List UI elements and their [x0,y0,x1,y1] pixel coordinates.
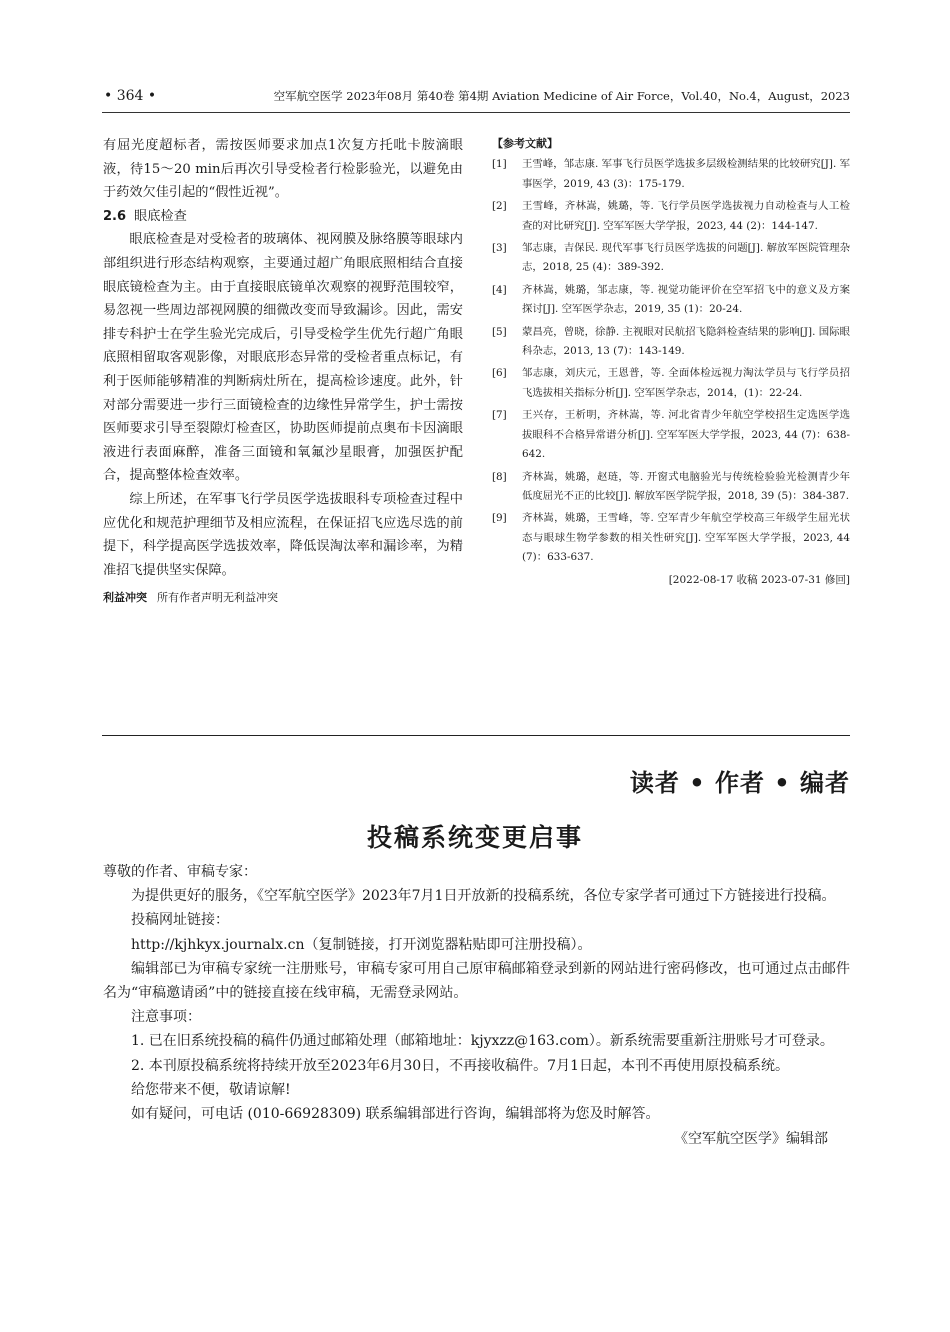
reference-number: [7] [492,409,507,422]
reference-text: 齐林嵩，姚璐，邹志康，等. 视觉功能评价在空军招飞中的意义及方案探讨[J]. 空军医学杂志，2019, 35 (1)：20-24. [522,283,850,316]
reference-item [492,468,850,507]
notice-body [103,860,850,1151]
reference-number: [5] [492,325,507,338]
reference-item [492,197,850,236]
body-paragraph: 眼底检查是对受检者的玻璃体、视网膜及脉络膜等眼球内部组织进行形态结构观察，主要通过超广角眼底照相结合直接眼底镜检查为主。由于直接眼底镜单次观察的视野范围较窄，易忽视一些周边部视网膜的细微改变而导致漏诊。因此，需安排专科护士在学生验光完成后，引导受检学生优先行超广角眼底照相留取客观影像，对眼底形态异常的受检者重点标记，有利于医师能够精准的判断病灶所在，提高检诊速度。此外，针对部分需要进一步行三面镜检查的边缘性异常学生，护士需按医师要求引导至裂隙灯检查区，协助医师提前点奥布卡因滴眼液进行表面麻醉，准备三面镜和氧氟沙星眼膏，加强医护配合，提高整体检查效率。 [103,232,463,484]
received-date: [2022-08-17 收稿 2023-07-31 修回] [668,573,850,586]
notice-paragraph: 编辑部已为审稿专家统一注册账号，审稿专家可用自己原审稿邮箱登录到新的网站进行密码修改，也可通过点击邮件名为“审稿邀请函”中的链接直接在线审稿，无需登录网站。 [103,960,850,1002]
reference-number: [9] [492,512,507,525]
reference-number: [8] [492,470,507,483]
salutation: 尊敬的作者、审稿专家： [103,864,257,880]
left-column [103,134,463,610]
reference-text: 蒙昌亮，曾晓，徐静. 主视眼对民航招飞隐斜检查结果的影响[J]. 国际眼科杂志，2013, 13 (7)：143-149. [522,325,850,358]
section-divider [102,735,850,736]
body-paragraph: 有屈光度超标者，需按医师要求加点1次复方托吡卡胺滴眼液，待15～20 min后再次引导受检者行检影验光，以避免由于药效欠佳引起的“假性近视”。 [103,138,463,201]
reference-text: 王兴存，王析明，齐林嵩，等. 河北省青少年航空学校招生定选医学选拔眼科不合格异常谱分析[J]. 空军军医大学学报，2023, 44 (7)：638-642. [522,409,850,461]
reference-text: 齐林嵩，姚璐，王雪峰，等. 空军青少年航空学校高三年级学生屈光状态与眼球生物学参数的相关性研究[J]. 空军军医大学学报，2023, 44 (7)：633-637. [522,512,850,564]
conflict-text: 所有作者声明无利益冲突 [157,591,278,605]
reference-item [492,509,850,567]
reference-text: 邹志康，刘庆元，王恩普，等. 全面体检远视力淘汰学员与飞行学员招飞选拔相关指标分析[J]. 空军医学杂志，2014，(1)：22-24. [522,367,850,399]
editor-signature: 《空军航空医学》编辑部 [674,1131,828,1148]
reference-item [492,406,850,464]
notice-paragraph: 如有疑问，可电话 (010-66928309) 联系编辑部进行咨询，编辑部将为您及时解答。 [131,1106,660,1123]
section-number: 2.6 [103,208,127,224]
reference-text: 邹志康，吉保民. 现代军事飞行员医学选拔的问题[J]. 解放军医院管理杂志，2018, 25 (4)：389-392. [522,242,850,274]
header-divider [102,112,850,113]
section-heading [103,205,463,229]
reference-item [492,239,850,278]
conflict-label: 利益冲突 [103,591,147,605]
reference-text: 王雪峰，齐林嵩，姚璐，等. 飞行学员医学选拔视力自动检查与人工检查的对比研究[J]. 空军军医大学学报，2023, 44 (2)：144-147. [522,200,850,232]
body-paragraph: 综上所述，在军事飞行学员医学选拔眼科专项检查过程中应优化和规范护理细节及相应流程，在保证招飞应选尽选的前提下，科学提高医学选拔效率，降低误淘汰率和漏诊率，为精准招飞提供坚实保障。 [103,491,463,578]
reference-number: [2] [492,200,507,213]
notice-paragraph: 投稿网址链接： [131,912,229,929]
notice-paragraph: 注意事项： [131,1009,201,1026]
reference-number: [3] [492,242,507,255]
reference-text: 齐林嵩，姚璐，赵琏，等. 开窗式电脑验光与传统检验验光检测青少年低度屈光不正的比较[J]. 解放军医学院学报，2018, 39 (5)：384-387. [522,470,850,502]
reference-number: [6] [492,367,507,380]
page-number: • 364 • [104,88,157,104]
notice-paragraph: 为提供更好的服务，《空军航空医学》2023年7月1日开放新的投稿系统，各位专家学者可通过下方链接进行投稿。 [131,888,836,905]
column-title: 读者 • 作者 • 编者 [629,769,850,797]
notice-paragraph: 给您带来不便，敬请谅解! [131,1081,291,1098]
reference-number: [1] [492,158,507,171]
reference-list [492,155,850,567]
conflict-statement [103,586,463,610]
notice-title: 投稿系统变更启事 [366,823,583,852]
reference-number: [4] [492,283,507,296]
reference-item [492,364,850,403]
reference-item [492,323,850,362]
section-title: 眼底检查 [134,208,187,224]
running-header: 空军航空医学 2023年08月 第40卷 第4期 Aviation Medicine of Air Force，Vol.40，No.4，August，2023 [273,89,850,103]
references-title: 【参考文献】 [492,137,558,150]
reference-item [492,155,850,194]
submission-link[interactable]: http://kjhkyx.journalx.cn（复制链接，打开浏览器粘贴即可注册投稿）。 [131,936,592,953]
reference-text: 王雪峰，邹志康. 军事飞行员医学选拔多层级检测结果的比较研究[J]. 军事医学，2019, 43 (3)：175-179. [522,158,850,190]
references-column [492,134,850,590]
notice-paragraph: 2. 本刊原投稿系统将持续开放至2023年6月30日，不再接收稿件。7月1日起，本刊不再使用原投稿系统。 [131,1057,789,1074]
reference-item [492,281,850,320]
notice-paragraph: 1. 已在旧系统投稿的稿件仍通过邮箱处理（邮箱地址：kjyxzz@163.com）。新系统需要重新注册账号才可登录。 [131,1033,834,1050]
